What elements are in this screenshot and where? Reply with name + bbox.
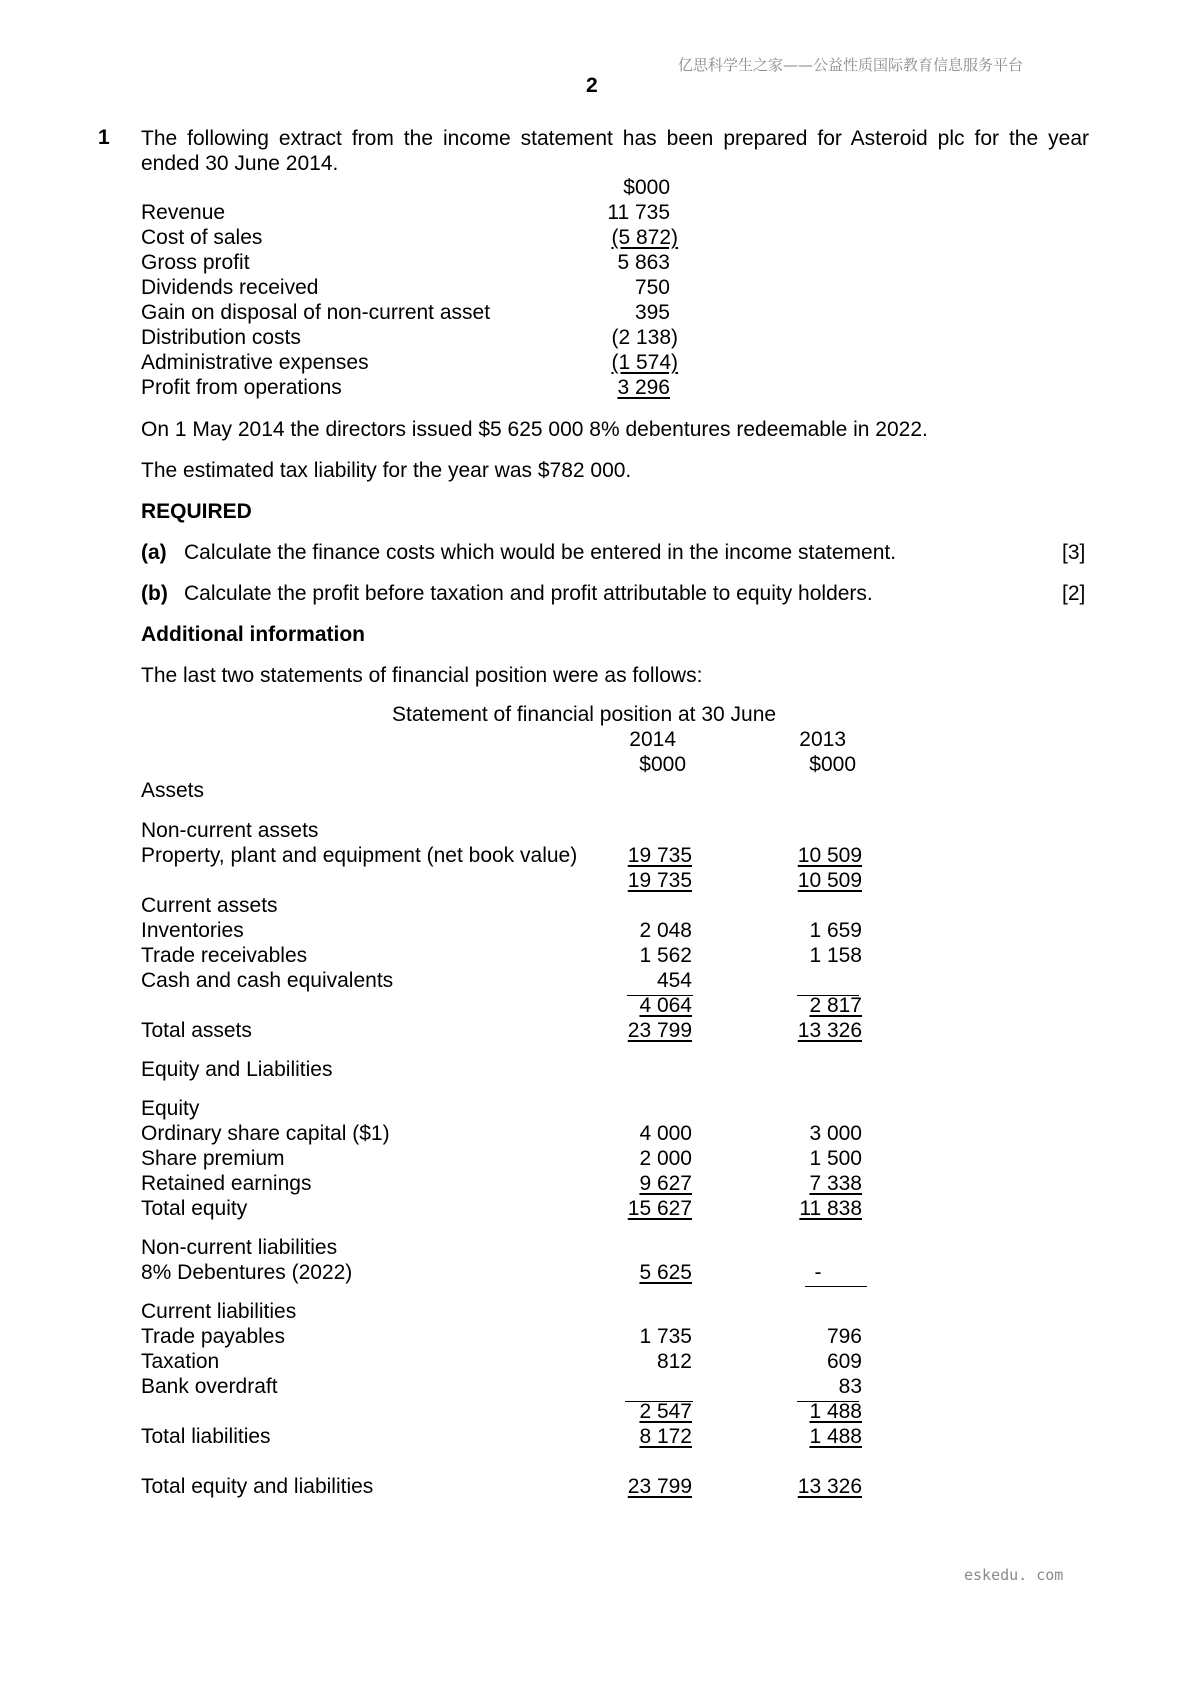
question-number: 1 [98,126,110,149]
assets-heading: Assets [141,779,205,802]
total-assets-2013: 13 326 [797,1019,862,1042]
required-heading: REQUIRED [141,500,252,523]
retained-earnings-2013: 7 338 [809,1172,862,1195]
inventories-2013: 1 659 [809,919,862,942]
income-row-label: Cost of sales [141,226,263,249]
income-row-value: 11 735 [607,201,670,224]
note-tax: The estimated tax liability for the year was $782 000. [141,459,632,482]
cash-label: Cash and cash equivalents [141,969,394,992]
part-a-marks: [3] [1062,541,1086,564]
retained-earnings-label: Retained earnings [141,1172,312,1195]
sofp-year-2013: 2013 [799,728,846,751]
inventories-label: Inventories [141,919,244,942]
non-current-assets-heading: Non-current assets [141,819,319,842]
part-b-marks: [2] [1062,582,1086,605]
note-debentures: On 1 May 2014 the directors issued $5 625 000 8% debentures redeemable in 2022. [141,418,928,441]
sofp-unit-2013: $000 [809,753,856,776]
total-liabilities-2013: 1 488 [809,1425,862,1448]
payables-label: Trade payables [141,1325,285,1348]
receivables-2013: 1 158 [809,944,862,967]
total-liabilities-label: Total liabilities [141,1425,271,1448]
current-assets-heading: Current assets [141,894,278,917]
inventories-2014: 2 048 [639,919,692,942]
income-row-value: 5 863 [617,251,670,274]
question-intro: The following extract from the income statement has been prepared for Asteroid plc for the year ended 30 June 2014. [141,127,1089,175]
income-row-label: Profit from operations [141,376,342,399]
income-row-label: Gross profit [141,251,250,274]
total-equity-2013: 11 838 [799,1197,862,1220]
taxation-2014: 812 [656,1350,692,1373]
ca-total-2014: 4 064 [639,994,692,1017]
income-row-value: (5 872) [611,226,678,249]
part-a-letter: (a) [141,541,167,564]
cash-2014: 454 [656,969,692,992]
ppe-2014: 19 735 [627,844,692,867]
income-row-value: 3 296 [617,376,670,399]
additional-heading: Additional information [141,623,365,646]
income-unit-header: $000 [623,176,670,199]
overdraft-2013: 83 [838,1375,862,1398]
part-a-text: Calculate the finance costs which would be entered in the income statement. [184,541,897,564]
total-eq-liab-2014: 23 799 [627,1475,692,1498]
share-premium-2013: 1 500 [809,1147,862,1170]
sofp-title: Statement of financial position at 30 June [392,703,777,726]
cl-heading: Current liabilities [141,1300,297,1323]
total-eq-liab-label: Total equity and liabilities [141,1475,374,1498]
share-premium-label: Share premium [141,1147,285,1170]
total-eq-liab-2013: 13 326 [797,1475,862,1498]
ppe-label: Property, plant and equipment (net book value) [141,844,578,867]
retained-earnings-2014: 9 627 [639,1172,692,1195]
ppe-2013: 10 509 [797,844,862,867]
receivables-2014: 1 562 [639,944,692,967]
debentures-2013: - [814,1261,822,1284]
additional-text: The last two statements of financial position were as follows: [141,664,703,687]
nca-total-2013: 10 509 [797,869,862,892]
payables-2014: 1 735 [639,1325,692,1348]
income-row-value: 395 [634,301,670,324]
total-equity-2014: 15 627 [627,1197,692,1220]
part-b-text: Calculate the profit before taxation and profit attributable to equity holders. [184,582,873,605]
cl-total-2013: 1 488 [809,1400,862,1423]
income-row-label: Gain on disposal of non-current asset [141,301,491,324]
equity-liabilities-heading: Equity and Liabilities [141,1058,333,1081]
debentures-2013-rule [805,1286,867,1287]
total-equity-label: Total equity [141,1197,248,1220]
cl-total-2014: 2 547 [639,1400,692,1423]
share-capital-2014: 4 000 [639,1122,692,1145]
equity-heading: Equity [141,1097,200,1120]
income-row-label: Administrative expenses [141,351,369,374]
ca-total-2013: 2 817 [809,994,862,1017]
share-capital-label: Ordinary share capital ($1) [141,1122,390,1145]
debentures-2014: 5 625 [639,1261,692,1284]
receivables-label: Trade receivables [141,944,308,967]
income-row-label: Revenue [141,201,226,224]
nca-total-2014: 19 735 [627,869,692,892]
income-row-label: Distribution costs [141,326,301,349]
share-premium-2014: 2 000 [639,1147,692,1170]
total-liabilities-2014: 8 172 [639,1425,692,1448]
income-row-value: (1 574) [611,351,678,374]
sofp-year-2014: 2014 [629,728,676,751]
taxation-label: Taxation [141,1350,220,1373]
page-number: 2 [586,74,598,97]
income-row-label: Dividends received [141,276,319,299]
part-b-letter: (b) [141,582,168,605]
overdraft-label: Bank overdraft [141,1375,278,1398]
watermark-top: 亿思科学生之家——公益性质国际教育信息服务平台 [678,56,1024,74]
ncl-heading: Non-current liabilities [141,1236,338,1259]
sofp-unit-2014: $000 [639,753,686,776]
share-capital-2013: 3 000 [809,1122,862,1145]
total-assets-2014: 23 799 [627,1019,692,1042]
watermark-bottom: eskedu. com [964,1566,1064,1584]
payables-2013: 796 [826,1325,862,1348]
income-row-value: (2 138) [611,326,678,349]
taxation-2013: 609 [826,1350,862,1373]
income-row-value: 750 [634,276,670,299]
total-assets-label: Total assets [141,1019,252,1042]
debentures-label: 8% Debentures (2022) [141,1261,353,1284]
